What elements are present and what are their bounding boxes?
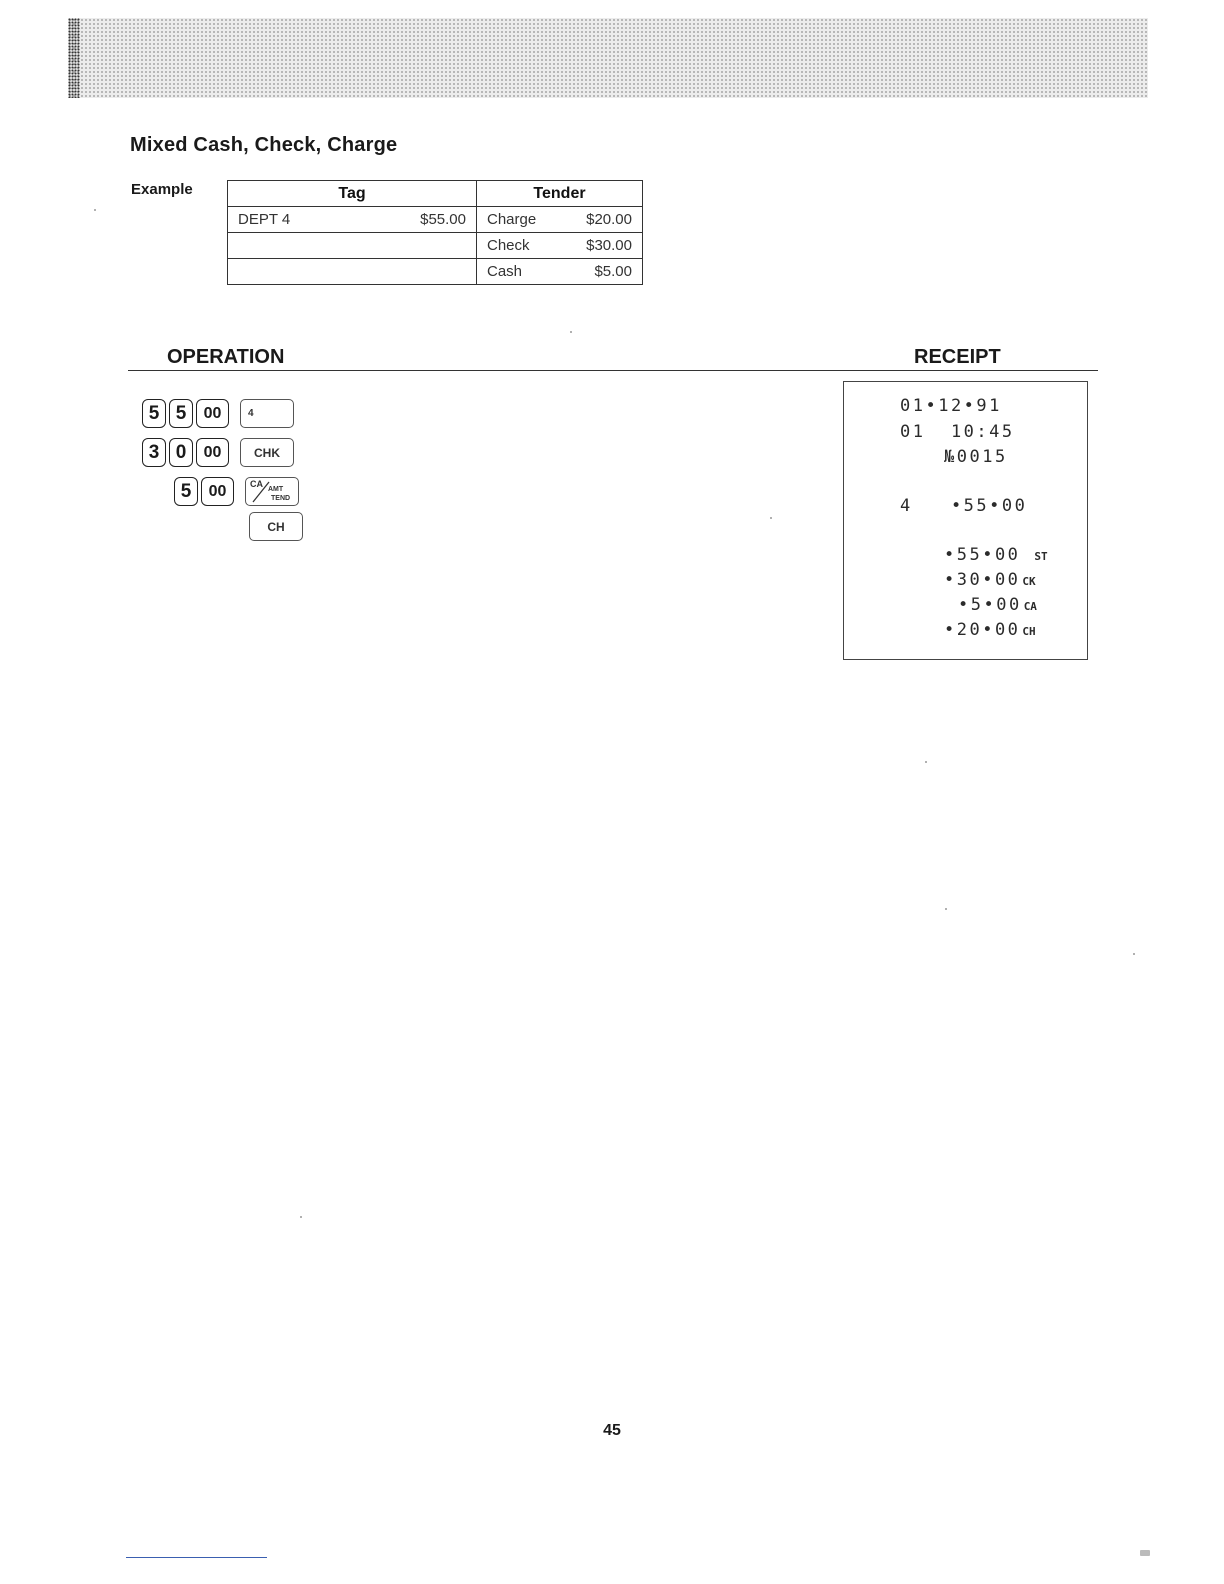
tender-cell (477, 207, 643, 233)
ca-label: CA (250, 479, 263, 489)
receipt-heading: RECEIPT (914, 346, 1001, 368)
double-zero-key: 00 (196, 399, 229, 428)
digit-key: 0 (169, 438, 193, 467)
scan-speck (1133, 953, 1135, 955)
section-title: Mixed Cash, Check, Charge (130, 134, 398, 156)
tender-header: Tender (477, 181, 643, 207)
check-key: CHK (240, 438, 294, 467)
check-symbol: CK (1022, 575, 1036, 588)
amt-label: AMT (268, 486, 284, 493)
receipt-check-line (944, 570, 1036, 590)
operation-row-4 (249, 512, 303, 541)
heading-rule (128, 370, 1098, 371)
dept-4-key: 4 (240, 399, 294, 428)
receipt-date: 01•12•91 (900, 396, 1002, 416)
table-row (228, 207, 643, 233)
operation-row-1 (142, 399, 294, 428)
receipt-time: 01 10:45 (900, 422, 1015, 442)
table-header-row (228, 181, 643, 207)
tender-cell (477, 233, 643, 259)
tag-name: DEPT 4 (238, 211, 291, 228)
digit-key: 5 (174, 477, 198, 506)
scan-speck (770, 517, 772, 519)
tender-name: Cash (487, 263, 523, 280)
example-label: Example (131, 181, 193, 198)
tag-header: Tag (228, 181, 477, 207)
tender-cell (477, 259, 643, 285)
tag-amount: $55.00 (420, 211, 466, 228)
cash-amount-tendered-key (245, 477, 299, 506)
tender-amount: $20.00 (586, 211, 632, 228)
page-number: 45 (603, 1422, 621, 1439)
scan-speck (570, 331, 572, 333)
charge-key: CH (249, 512, 303, 541)
header-band-edge (68, 18, 80, 98)
receipt-check: •30•00 (944, 570, 1021, 590)
tend-label: TEND (271, 495, 291, 502)
scan-speck (945, 908, 947, 910)
receipt-charge: •20•00 (944, 620, 1021, 640)
example-table (227, 180, 643, 285)
digit-key: 5 (169, 399, 193, 428)
operation-row-3 (174, 477, 299, 506)
scan-speck (925, 761, 927, 763)
receipt-subtotal: •55•00 (944, 545, 1021, 565)
digit-key: 5 (142, 399, 166, 428)
receipt-charge-line (944, 620, 1036, 640)
charge-symbol: CH (1022, 625, 1036, 638)
table-row (228, 233, 643, 259)
footer-rule (126, 1557, 267, 1558)
operation-heading: OPERATION (167, 346, 285, 368)
double-zero-key: 00 (196, 438, 229, 467)
tender-amount: $30.00 (586, 237, 632, 254)
receipt-subtotal-line (944, 545, 1048, 565)
digit-key: 3 (142, 438, 166, 467)
tender-amount: $5.00 (594, 263, 632, 280)
receipt-dept-line: 4 •55•00 (900, 496, 1028, 516)
scan-speck (94, 209, 96, 211)
tag-cell (228, 207, 477, 233)
scan-speck (300, 1216, 302, 1218)
tag-cell (228, 233, 477, 259)
scan-speck (1140, 1550, 1150, 1556)
tender-name: Charge (487, 211, 537, 228)
table-row (228, 259, 643, 285)
double-zero-key: 00 (201, 477, 234, 506)
receipt-number: №0015 (944, 447, 1008, 467)
tender-name: Check (487, 237, 530, 254)
cash-symbol: CA (1023, 600, 1037, 613)
operation-row-2 (142, 438, 294, 467)
receipt-tape (843, 381, 1088, 660)
receipt-cash: •5•00 (958, 595, 1022, 615)
header-halftone-band (68, 18, 1148, 98)
subtotal-symbol: ST (1034, 550, 1048, 563)
tag-cell (228, 259, 477, 285)
receipt-cash-line (958, 595, 1037, 615)
